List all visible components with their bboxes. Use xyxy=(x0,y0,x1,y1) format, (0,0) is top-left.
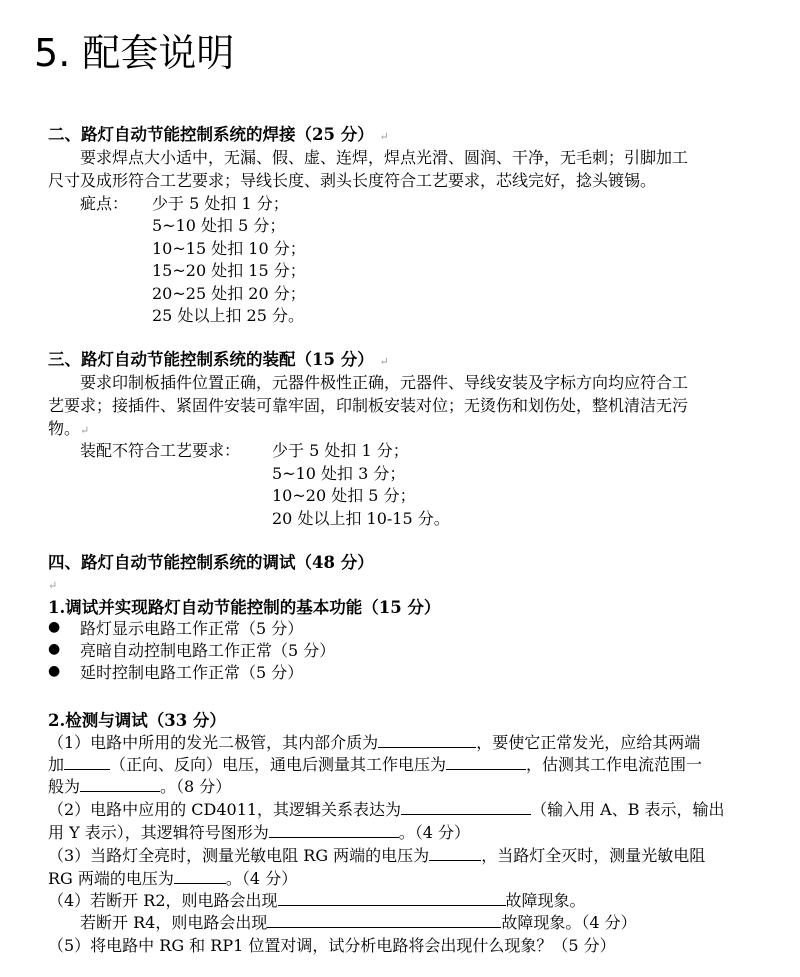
section-3-paragraph-line-1: 要求印制板插件位置正确，元器件极性正确，元器件、导线安装及字标方向均应符合工 xyxy=(80,373,689,392)
subsection-1-heading: 1.调试并实现路灯自动节能控制的基本功能（15 分） xyxy=(48,598,441,617)
q1-text: 般为 xyxy=(48,777,81,796)
q1-text: （1）电路中所用的发光二极管，其内部介质为 xyxy=(48,733,379,752)
title-dot: . xyxy=(58,31,71,75)
question-3-line-1 xyxy=(48,843,705,866)
answer-blank[interactable] xyxy=(267,912,501,928)
defect-item: 25 处以上扣 25 分。 xyxy=(152,306,304,325)
question-2-line-2 xyxy=(48,820,470,843)
answer-blank[interactable] xyxy=(401,799,531,815)
assembly-item: 少于 5 处扣 1 分； xyxy=(272,441,409,460)
q1-text: 。（8 分） xyxy=(160,777,232,796)
q2-text: （2）电路中应用的 CD4011，其逻辑关系表达为 xyxy=(48,800,402,819)
defect-item: 20~25 处扣 20 分； xyxy=(152,284,306,303)
q1-text: ，要使它正常发光，应给其两端 xyxy=(476,733,701,752)
paragraph-mark-icon: ↵ xyxy=(80,424,90,437)
q3-text: ，当路灯全灭时，测量光敏电阻 xyxy=(481,846,706,865)
question-1-line-1 xyxy=(48,730,700,753)
assembly-item: 20 处以上扣 10-15 分。 xyxy=(272,509,450,528)
defect-item: 10~15 处扣 10 分； xyxy=(152,239,306,258)
answer-blank[interactable] xyxy=(278,890,506,906)
answer-blank[interactable] xyxy=(446,754,526,770)
q2-text: （输入用 A、B 表示，输出 xyxy=(531,800,725,819)
paragraph-mark-glyph: ↵ xyxy=(48,579,58,592)
question-1-line-3 xyxy=(48,774,231,797)
section-3-heading xyxy=(48,346,389,370)
section-2-paragraph-line-1: 要求焊点大小适中，无漏、假、虚、连焊，焊点光滑、圆润、干净，无毛刺；引脚加工 xyxy=(80,148,689,167)
defect-item: 5~10 处扣 5 分； xyxy=(152,216,286,235)
q2-text: 。（4 分） xyxy=(398,823,471,842)
list-item-text: 路灯显示电路工作正常（5 分） xyxy=(80,619,304,638)
paragraph-mark-icon: ↵ xyxy=(379,130,389,143)
q4-text: 若断开 R4，则电路会出现 xyxy=(80,913,268,932)
q1-text: （正向、反向）电压，通电后测量其工作电压为 xyxy=(110,755,447,774)
question-2-line-1 xyxy=(48,797,725,820)
q4-text: 故障现象。（4 分） xyxy=(501,913,637,932)
list-item-text: 亮暗自动控制电路工作正常（5 分） xyxy=(80,641,336,660)
paragraph-mark-icon: ↵ xyxy=(379,355,389,368)
q3-text: RG 两端的电压为 xyxy=(48,869,174,888)
list-item xyxy=(48,638,336,660)
answer-blank[interactable] xyxy=(269,822,399,838)
q4-text: （4）若断开 R2，则电路会出现 xyxy=(48,891,278,910)
list-item xyxy=(48,660,304,682)
q1-text: ，估测其工作电流范围一 xyxy=(526,755,703,774)
answer-blank[interactable] xyxy=(174,868,226,884)
list-item xyxy=(48,616,304,638)
answer-blank[interactable] xyxy=(429,845,481,861)
defect-item: 少于 5 处扣 1 分； xyxy=(152,194,289,213)
bullet-icon: ● xyxy=(48,619,61,635)
q2-text: 用 Y 表示），其逻辑符号图形为 xyxy=(48,823,269,842)
title-text: 配套说明 xyxy=(82,31,235,75)
q3-text: 。（4 分） xyxy=(225,869,298,888)
assembly-label: 装配不符合工艺要求： xyxy=(80,441,241,460)
defect-label: 疵点： xyxy=(80,194,129,213)
bullet-icon: ● xyxy=(48,663,61,679)
bullet-icon: ● xyxy=(48,641,61,657)
section-3-paragraph-line-2: 艺要求；接插件、紧固件安装可靠牢固，印制板安装对位；无烫伤和划伤处，整机清洁无污 xyxy=(48,396,689,415)
section-2-heading xyxy=(48,121,389,145)
q3-text: （3）当路灯全亮时，测量光敏电阻 RG 两端的电压为 xyxy=(48,846,430,865)
question-4-line-2 xyxy=(80,910,637,933)
section-4-heading: 四、路灯自动节能控制系统的调试（48 分） xyxy=(48,553,374,572)
section-3-heading-text: 三、路灯自动节能控制系统的装配（15 分） xyxy=(48,350,374,369)
question-5: （5）将电路中 RG 和 RP1 位置对调，试分析电路将会出现什么现象？（5 分） xyxy=(48,936,616,955)
page-title xyxy=(34,22,234,77)
paragraph-mark-icon xyxy=(48,574,57,593)
list-item-text: 延时控制电路工作正常（5 分） xyxy=(80,663,304,682)
answer-blank[interactable] xyxy=(80,776,160,792)
answer-blank[interactable] xyxy=(378,732,476,748)
section-3-paragraph-line-3 xyxy=(48,416,89,439)
assembly-item: 10~20 处扣 5 分； xyxy=(272,486,416,505)
assembly-item: 5~10 处扣 3 分； xyxy=(272,464,406,483)
q4-text: 故障现象。 xyxy=(505,891,586,910)
question-3-line-2 xyxy=(48,866,297,889)
title-number: 5 xyxy=(34,31,59,75)
answer-blank[interactable] xyxy=(64,754,110,770)
question-1-line-2 xyxy=(48,752,702,775)
question-4-line-1 xyxy=(48,888,586,911)
section-2-paragraph-line-2: 尺寸及成形符合工艺要求；导线长度、剥头长度符合工艺要求，芯线完好，捻头镀锡。 xyxy=(48,171,657,190)
defect-item: 15~20 处扣 15 分； xyxy=(152,261,306,280)
section-2-heading-text: 二、路灯自动节能控制系统的焊接（25 分） xyxy=(48,125,374,144)
subsection-2-heading: 2.检测与调试（33 分） xyxy=(48,711,226,730)
q1-text: 加 xyxy=(48,755,65,774)
section-3-paragraph-line-3-text: 物。 xyxy=(48,419,81,438)
